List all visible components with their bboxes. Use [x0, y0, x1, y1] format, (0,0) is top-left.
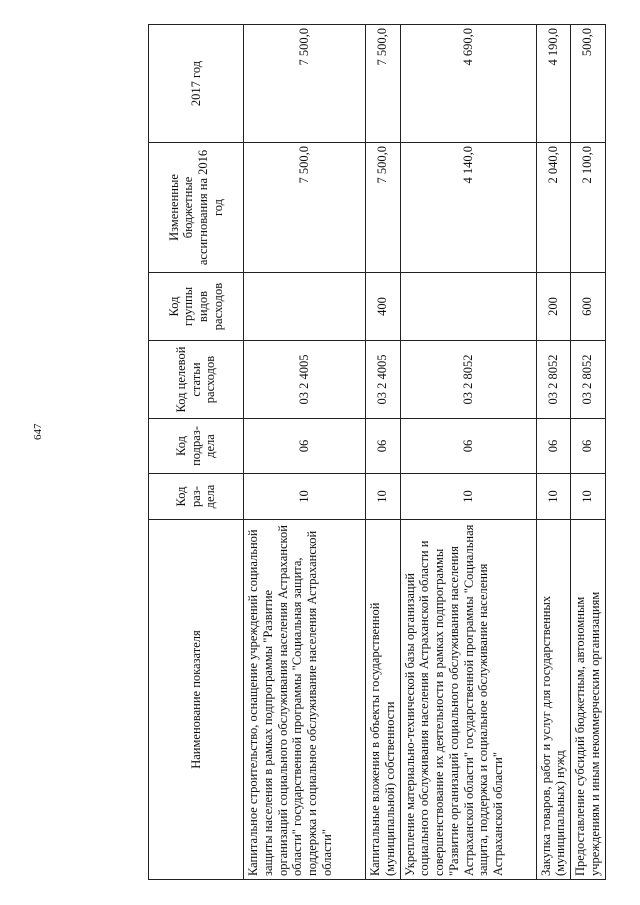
cell-group: 600	[571, 273, 606, 341]
cell-group	[244, 273, 366, 341]
header-section: Код раз-дела	[149, 474, 244, 520]
cell-subsection: 06	[244, 419, 366, 474]
cell-section: 10	[536, 474, 571, 520]
table-row	[244, 25, 366, 880]
cell-subsection: 06	[366, 419, 401, 474]
cell-group: 200	[536, 273, 571, 341]
cell-2017: 500,0	[571, 25, 606, 143]
cell-2017: 7 500,0	[366, 25, 401, 143]
cell-name: Предоставление субсидий бюджетным, автономным учреждениям и иным некоммерческим организациям	[571, 520, 606, 880]
cell-changed: 2 100,0	[571, 143, 606, 273]
cell-section: 10	[244, 474, 366, 520]
budget-table	[148, 24, 606, 880]
cell-subsection: 06	[536, 419, 571, 474]
cell-target: 03 2 8052	[536, 341, 571, 419]
cell-changed: 2 040,0	[536, 143, 571, 273]
header-2017: 2017 год	[149, 25, 244, 143]
cell-target: 03 2 8052	[400, 341, 536, 419]
cell-2017: 4 190,0	[536, 25, 571, 143]
cell-target: 03 2 4005	[244, 341, 366, 419]
table-row	[536, 25, 571, 880]
cell-section: 10	[400, 474, 536, 520]
cell-target: 03 2 8052	[571, 341, 606, 419]
cell-2017: 4 690,0	[400, 25, 536, 143]
cell-changed: 4 140,0	[400, 143, 536, 273]
header-row	[149, 25, 244, 880]
cell-group	[400, 273, 536, 341]
table-row	[366, 25, 401, 880]
header-changed: Измененные бюджетные ассигнования на 2016 год	[149, 143, 244, 273]
cell-name: Капитальные вложения в объекты государственной (муниципальной) собственности	[366, 520, 401, 880]
cell-target: 03 2 4005	[366, 341, 401, 419]
cell-name: Закупка товаров, работ и услуг для государственных (муниципальных) нужд	[536, 520, 571, 880]
cell-subsection: 06	[571, 419, 606, 474]
page-number: 647	[32, 423, 44, 440]
cell-name: Укрепление материально-технической базы организаций социального обслуживания населения Астраханской области и совершенствование их деятельности в рамках подпрограммы "Развитие организаций социального обслуживания населения Астраханской области" государственной программы "Социальная защита, поддержка и социальное обслуживание населения Астраханской области"	[400, 520, 536, 880]
cell-changed: 7 500,0	[244, 143, 366, 273]
rotated-table-wrapper	[148, 25, 602, 880]
table-row	[571, 25, 606, 880]
header-subsection: Код подраз-дела	[149, 419, 244, 474]
header-target: Код целевой статьи расходов	[149, 341, 244, 419]
header-group: Код группы видов расходов	[149, 273, 244, 341]
cell-name: Капитальное строительство, оснащение учреждений социальной защиты населения в рамках подпрограммы "Развитие организаций социального обслуживания населения Астраханской области" государственной программы "Социальная защита, поддержка и социальное обслуживание населения Астраханской области"	[244, 520, 366, 880]
cell-changed: 7 500,0	[366, 143, 401, 273]
table-row	[400, 25, 536, 880]
cell-group: 400	[366, 273, 401, 341]
cell-subsection: 06	[400, 419, 536, 474]
cell-section: 10	[366, 474, 401, 520]
cell-2017: 7 500,0	[244, 25, 366, 143]
cell-section: 10	[571, 474, 606, 520]
header-name: Наименование показателя	[149, 520, 244, 880]
